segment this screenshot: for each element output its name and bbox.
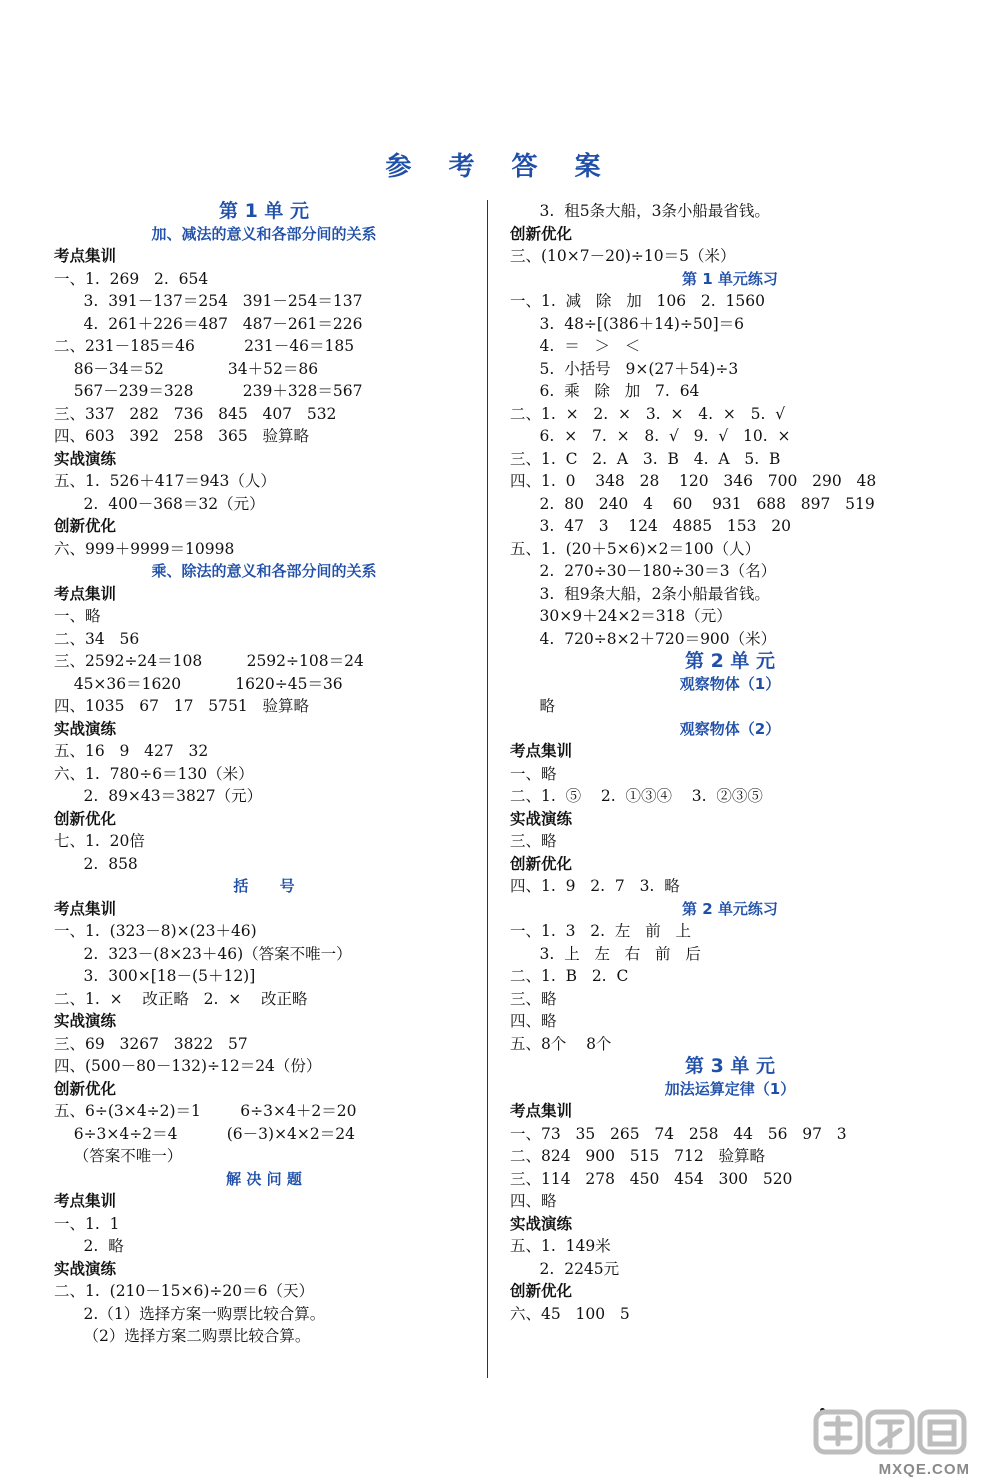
answer-line: 3. 租5条大船，3条小船最省钱。 xyxy=(510,202,770,220)
section-heading: 第 2 单元练习 xyxy=(682,899,778,918)
answer-line: 2. 2245元 xyxy=(510,1259,620,1278)
watermark-text: MXQE.COM xyxy=(878,1461,970,1478)
answer-line: 二、1. B 2. C xyxy=(510,967,629,985)
answer-line: 三、114 278 450 454 300 520 xyxy=(510,1169,793,1188)
answer-line: 六、45 100 5 xyxy=(510,1304,630,1323)
section-heading: 解 决 问 题 xyxy=(226,1169,302,1188)
subsection-label: 创新优化 xyxy=(510,224,573,243)
unit-heading: 第 3 单 元 xyxy=(684,1055,776,1077)
answer-line: 45×36＝1620 1620÷45＝36 xyxy=(54,674,343,693)
answer-line: 6. × 7. × 8. √ 9. √ 10. × xyxy=(510,427,791,445)
section-heading: 加法运算定律（1） xyxy=(664,1079,796,1098)
subsection-label: 创新优化 xyxy=(510,1282,573,1300)
answer-line: 2. 89×43＝3827（元） xyxy=(54,787,263,805)
answer-line: 3. 租9条大船，2条小船最省钱。 xyxy=(510,584,770,603)
answer-line: 86－34＝52 34＋52＝86 xyxy=(54,359,319,378)
answer-line: 三、337 282 736 845 407 532 xyxy=(54,404,337,423)
answer-line: 五、6÷(3×4÷2)＝1 6÷3×4＋2＝20 xyxy=(54,1102,357,1120)
column-divider xyxy=(487,200,488,1378)
answer-line: 二、1. × 改正略 2. × 改正略 xyxy=(54,989,308,1008)
answer-line: 五、1. (20＋5×6)×2＝100（人） xyxy=(510,539,761,558)
answer-line: 四、603 392 258 365 验算略 xyxy=(54,427,309,445)
answer-line: 二、824 900 515 712 验算略 xyxy=(510,1147,765,1165)
subsection-label: 实战演练 xyxy=(510,1214,573,1233)
subsection-label: 考点集训 xyxy=(54,1192,117,1210)
answer-line: 一、1. 3 2. 左 前 上 xyxy=(510,922,691,940)
answer-line: 三、略 xyxy=(510,989,557,1008)
answer-line: 五、8个 8个 xyxy=(510,1034,612,1053)
answer-line: 六、1. 780÷6＝130（米） xyxy=(54,764,254,783)
answer-line: 567－239＝328 239＋328＝567 xyxy=(54,382,363,400)
section-heading: 乘、除法的意义和各部分间的关系 xyxy=(151,562,377,580)
answer-line: 一、略 xyxy=(54,607,101,625)
subsection-label: 创新优化 xyxy=(54,517,117,535)
answer-line: 二、1. ⑤ 2. ①③④ 3. ②③⑤ xyxy=(510,787,763,805)
answer-line: 四、略 xyxy=(510,1012,557,1030)
answer-line: 2. 略 xyxy=(54,1237,124,1255)
answer-line: 一、1. (323－8)×(23＋46) xyxy=(54,922,257,940)
subsection-label: 实战演练 xyxy=(54,449,117,468)
answer-line: 3. 300×[18－(5＋12)] xyxy=(54,967,256,985)
answer-line: 三、(10×7－20)÷10＝5（米） xyxy=(510,247,736,265)
answer-line: 五、1. 149米 xyxy=(510,1237,611,1255)
section-heading: 观察物体（2） xyxy=(679,719,781,738)
answer-line: 一、略 xyxy=(510,764,557,783)
answer-line: 四、1. 9 2. 7 3. 略 xyxy=(510,877,680,895)
answer-line: 五、1. 526＋417＝943（人） xyxy=(54,472,276,490)
answer-line: 七、1. 20倍 xyxy=(54,832,145,850)
subsection-label: 考点集训 xyxy=(54,584,117,603)
answer-line: （答案不唯一） xyxy=(54,1147,183,1165)
answer-line: 30×9＋24×2＝318（元） xyxy=(510,607,732,625)
answer-line: 五、16 9 427 32 xyxy=(54,742,209,760)
answer-line: 二、34 56 xyxy=(54,629,140,648)
answer-line: 四、1. 0 348 28 120 346 700 290 48 xyxy=(510,472,877,490)
subsection-label: 创新优化 xyxy=(510,854,573,873)
subsection-label: 创新优化 xyxy=(54,1079,117,1098)
answer-line: 3. 391－137＝254 391－254＝137 xyxy=(54,292,363,310)
page-title: 参 考 答 案 xyxy=(385,152,615,182)
answer-line: 一、1. 269 2. 654 xyxy=(54,269,209,288)
section-heading: 加、减法的意义和各部分间的关系 xyxy=(151,224,377,243)
subsection-label: 考点集训 xyxy=(54,247,117,265)
section-heading: 观察物体（1） xyxy=(679,674,781,693)
answer-line: 3. 48÷[(386＋14)÷50]＝6 xyxy=(510,314,744,333)
section-heading: 括 号 xyxy=(233,877,295,895)
subsection-label: 创新优化 xyxy=(54,809,117,828)
subsection-label: 考点集训 xyxy=(510,1102,573,1120)
answer-line: 2. 858 xyxy=(54,854,138,873)
answer-line: 一、1. 1 xyxy=(54,1214,120,1233)
answer-line: 2. 80 240 4 60 931 688 897 519 xyxy=(510,494,875,513)
unit-heading: 第 2 单 元 xyxy=(684,650,776,672)
subsection-label: 考点集训 xyxy=(510,742,573,760)
answer-line: 5. 小括号 9×(27＋54)÷3 xyxy=(510,359,739,378)
subsection-label: 实战演练 xyxy=(54,719,117,738)
answer-line: 三、2592÷24＝108 2592÷108＝24 xyxy=(54,652,364,670)
answer-line: 2.（1）选择方案一购票比较合算。 xyxy=(54,1304,326,1323)
answer-line: 一、73 35 265 74 258 44 56 97 3 xyxy=(510,1124,847,1143)
answer-line: 2. 400－368＝32（元） xyxy=(54,494,265,513)
answer-line: 2. 270÷30－180÷30＝3（名） xyxy=(510,562,777,580)
answer-line: 三、69 3267 3822 57 xyxy=(54,1034,248,1053)
answer-line: 六、999＋9999＝10998 xyxy=(54,539,235,558)
subsection-label: 实战演练 xyxy=(54,1012,117,1030)
answer-line: 4. 720÷8×2＋720＝900（米） xyxy=(510,629,777,648)
answer-line: 4. ＝ ＞ ＜ xyxy=(510,337,641,355)
answer-line: 4. 261＋226＝487 487－261＝226 xyxy=(54,314,363,333)
answer-line: 略 xyxy=(510,697,556,715)
answer-line: 二、231－185＝46 231－46＝185 xyxy=(54,337,355,355)
answer-line: 三、略 xyxy=(510,832,557,850)
answer-line: 3. 上 左 右 前 后 xyxy=(510,944,701,963)
answer-line: 3. 47 3 124 4885 153 20 xyxy=(510,517,791,535)
answer-line: 一、1. 减 除 加 106 2. 1560 xyxy=(510,292,765,310)
answer-line: （2）选择方案二购票比较合算。 xyxy=(54,1327,311,1345)
answer-line: 三、1. C 2. A 3. B 4. A 5. B xyxy=(510,449,781,468)
subsection-label: 考点集训 xyxy=(54,899,117,918)
answer-line: 四、(500－80－132)÷12＝24（份） xyxy=(54,1057,322,1075)
subsection-label: 实战演练 xyxy=(510,809,573,828)
answer-line: 四、略 xyxy=(510,1192,557,1210)
answer-line: 四、1035 67 17 5751 验算略 xyxy=(54,697,309,715)
unit-heading: 第 1 单 元 xyxy=(218,200,310,222)
answer-line: 二、1. (210－15×6)÷20＝6（天） xyxy=(54,1282,314,1300)
section-heading: 第 1 单元练习 xyxy=(682,269,778,288)
answer-line: 二、1. × 2. × 3. × 4. × 5. √ xyxy=(510,404,786,423)
answer-line: 6. 乘 除 加 7. 64 xyxy=(510,382,700,400)
subsection-label: 实战演练 xyxy=(54,1259,117,1278)
answer-line: 6÷3×4÷2＝4 (6－3)×4×2＝24 xyxy=(54,1124,355,1143)
answer-line: 2. 323－(8×23＋46)（答案不唯一） xyxy=(54,944,352,963)
